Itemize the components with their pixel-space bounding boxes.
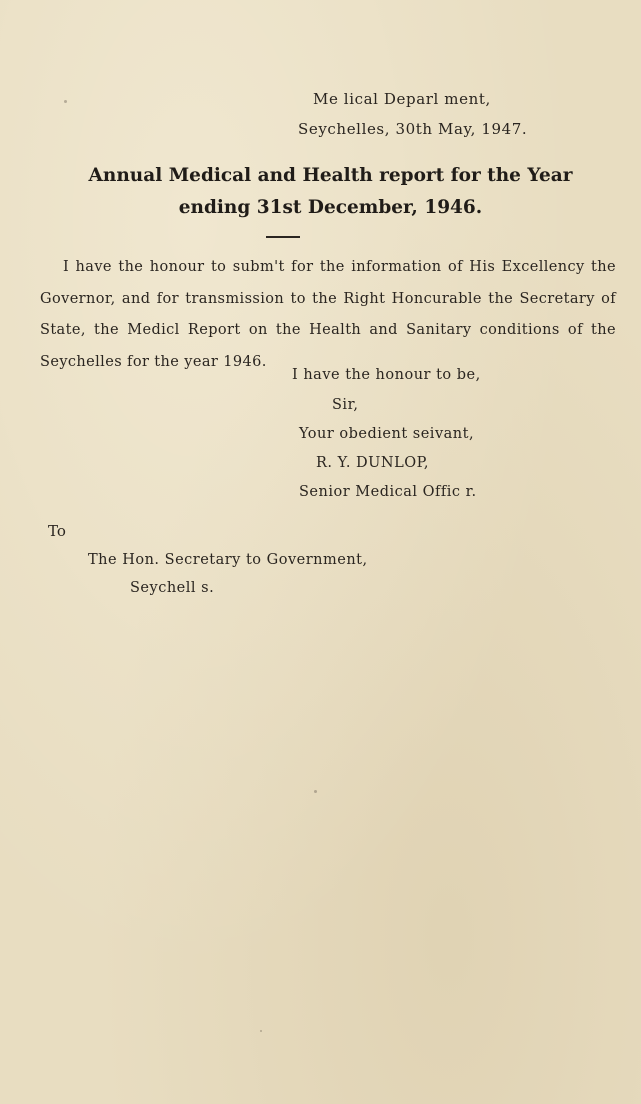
- body-paragraph: I have the honour to subm't for the information of His Excellency the Governor, and for transmission to the Right Honcurable the Secretary of State, the Medicl Report on the Health and Sanitary conditions of the Seychelles for the year 1946.: [40, 259, 616, 370]
- addressee-line-1: The Hon. Secretary to Government,: [88, 552, 368, 568]
- report-title-line-2: ending 31st December, 1946.: [178, 197, 483, 218]
- paper-speck: [260, 1030, 262, 1032]
- signature-name: R. Y. DUNLOP,: [316, 455, 430, 471]
- title-divider: [266, 236, 300, 238]
- paper-speck: [64, 100, 67, 103]
- report-title: [0, 160, 641, 224]
- closing-honour-line: I have the honour to be,: [292, 367, 481, 383]
- closing-servant-line: Your obedient seivant,: [299, 426, 475, 442]
- signature-title: Senior Medical Offic r.: [299, 484, 477, 500]
- closing-salutation: Sir,: [332, 397, 359, 413]
- addressee-line-2: Seychell s.: [130, 580, 215, 596]
- department-line: Me lical Deparl ment,: [313, 90, 491, 108]
- report-title-line-1: Annual Medical and Health report for the Year: [88, 165, 573, 186]
- place-date-line: Seychelles, 30th May, 1947.: [298, 120, 528, 138]
- to-label: To: [48, 522, 66, 540]
- paper-speck: [314, 790, 317, 793]
